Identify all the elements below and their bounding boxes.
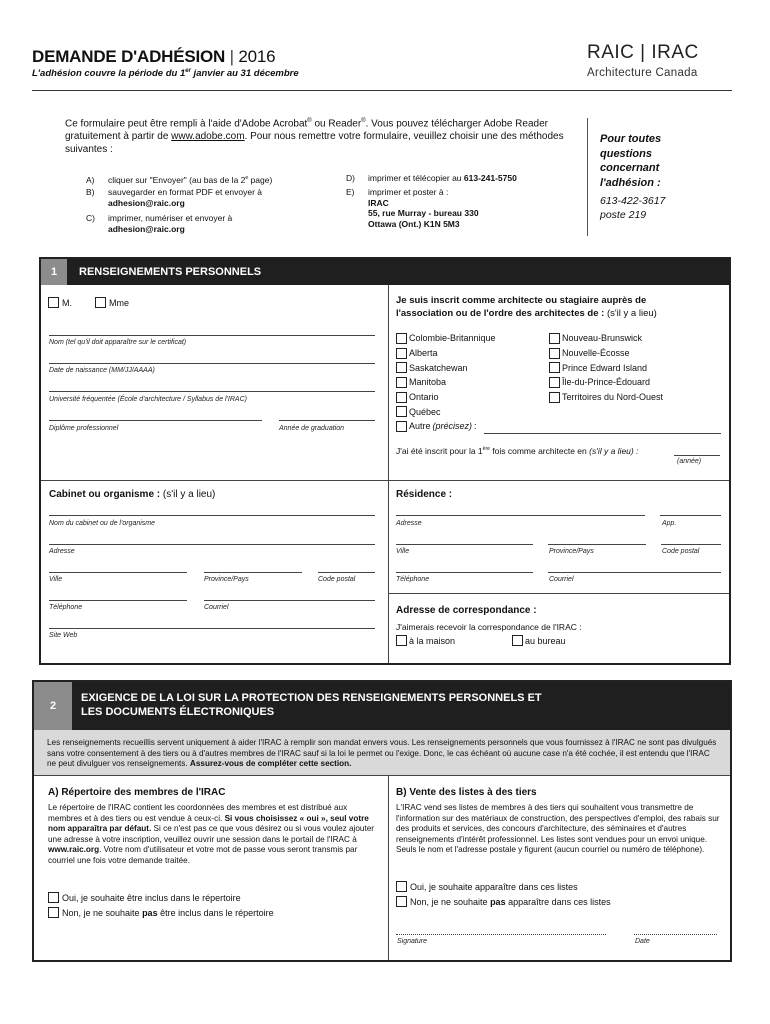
- year-label: (année): [677, 458, 702, 465]
- province-option[interactable]: Colombie-Britannique: [396, 331, 496, 346]
- corr-divider: [389, 593, 729, 594]
- directory-yes-checkbox[interactable]: [48, 892, 59, 903]
- section-1-divider: [388, 285, 389, 663]
- method-e: E) imprimer et poster à : IRAC 55, rue Murray - bureau 330 Ottawa (Ont.) K1N 5M3: [346, 187, 479, 229]
- section-2-hdivider: [34, 775, 730, 776]
- method-b: B) sauvegarder en format PDF et envoyer à adhesion@raic.org: [86, 187, 263, 208]
- residence-email-field[interactable]: [548, 572, 721, 573]
- firm-email-field[interactable]: [204, 600, 375, 601]
- lists-yes-option[interactable]: Oui, je souhaite apparaître dans ces listes: [396, 881, 578, 892]
- email-c: adhesion@raic.org: [108, 223, 185, 234]
- firm-email-label: Courriel: [204, 604, 229, 611]
- method-c: C) imprimer, numériser et envoyer à adhesion@raic.org: [86, 213, 233, 234]
- date-field[interactable]: [634, 934, 717, 935]
- provinces-right-list: [549, 331, 663, 404]
- province-checkbox[interactable]: [549, 362, 560, 373]
- adobe-link[interactable]: www.adobe.com: [171, 131, 245, 143]
- firm-city-label: Ville: [49, 576, 63, 583]
- other-province-field[interactable]: [484, 433, 721, 434]
- lists-yes-checkbox[interactable]: [396, 881, 407, 892]
- province-checkbox[interactable]: [396, 392, 407, 403]
- province-other-option[interactable]: Autre (précisez) :: [396, 419, 496, 434]
- province-option[interactable]: Saskatchewan: [396, 360, 496, 375]
- province-checkbox[interactable]: [396, 333, 407, 344]
- dob-field[interactable]: [49, 363, 375, 364]
- province-checkbox[interactable]: [396, 377, 407, 388]
- signature-label: Signature: [397, 938, 427, 945]
- lists-no-option[interactable]: Non, je ne souhaite pas apparaître dans ces listes: [396, 896, 611, 907]
- firm-website-label: Site Web: [49, 632, 78, 639]
- section-privacy: [32, 680, 732, 962]
- firm-address-field[interactable]: [49, 544, 375, 545]
- residence-province-label: Province/Pays: [549, 548, 594, 555]
- corr-home-option[interactable]: à la maison: [396, 635, 455, 646]
- mrs-checkbox[interactable]: [95, 297, 106, 308]
- mr-checkbox[interactable]: [48, 297, 59, 308]
- other-checkbox[interactable]: [396, 421, 407, 432]
- provinces-left-list: [396, 331, 496, 434]
- university-label: Université fréquentée (École d'architecture / Syllabus de l'IRAC): [49, 396, 247, 403]
- firm-phone-label: Téléphone: [49, 604, 83, 611]
- section-1-hdivider: [41, 480, 729, 481]
- firm-city-field[interactable]: [49, 572, 187, 573]
- residence-phone-field[interactable]: [396, 572, 533, 573]
- firm-phone-field[interactable]: [49, 600, 187, 601]
- province-option[interactable]: Ontario: [396, 390, 496, 405]
- corr-home-checkbox[interactable]: [396, 635, 407, 646]
- title-separator: |: [229, 47, 234, 66]
- firm-province-field[interactable]: [204, 572, 302, 573]
- signature-field[interactable]: [396, 934, 606, 935]
- correspondence-title: Adresse de correspondance :: [396, 605, 537, 616]
- diploma-field[interactable]: [49, 420, 262, 421]
- intro-divider: [587, 118, 588, 236]
- province-option[interactable]: Prince Edward Island: [549, 360, 663, 375]
- name-label: Nom (tel qu'il doit apparaître sur le certificat): [49, 339, 187, 346]
- registration-title: Je suis inscrit comme architecte ou stagiaire auprès de l'association ou de l'ordre des architectes de : (s'il y a lieu): [396, 295, 657, 319]
- first-registration-year-field[interactable]: [674, 455, 720, 456]
- section-2-title: EXIGENCE DE LA LOI SUR LA PROTECTION DES RENSEIGNEMENTS PERSONNELS ET LES DOCUMENTS ÉLECTRONIQUES: [81, 692, 542, 718]
- section-1-header: [41, 259, 729, 285]
- province-option[interactable]: Alberta: [396, 346, 496, 361]
- directory-title: A) Répertoire des membres de l'IRAC: [48, 787, 226, 798]
- lists-no-checkbox[interactable]: [396, 896, 407, 907]
- section-1-number: 1: [41, 259, 67, 285]
- province-checkbox[interactable]: [549, 348, 560, 359]
- section-1-title: RENSEIGNEMENTS PERSONNELS: [79, 266, 262, 278]
- residence-phone-label: Téléphone: [396, 576, 430, 583]
- firm-name-label: Nom du cabinet ou de l'organisme: [49, 520, 156, 527]
- intro-text: Ce formulaire peut être rempli à l'aide d'Adobe Acrobat® ou Reader®. Vous pouvez télécharger Adobe Reader gratuitement à partir de www.adobe.com. Pour nous remettre votre formulaire, veuillez choisir une des méthodes suivantes :: [65, 118, 564, 156]
- residence-address-field[interactable]: [396, 515, 645, 516]
- province-checkbox[interactable]: [396, 348, 407, 359]
- province-checkbox[interactable]: [396, 406, 407, 417]
- residence-city-field[interactable]: [396, 544, 533, 545]
- residence-apt-label: App.: [662, 520, 677, 527]
- raic-logo: RAIC | IRAC: [587, 42, 699, 63]
- directory-text: Le répertoire de l'IRAC contient les coordonnées des membres et est distribué aux membres et à des tiers ou est vendue à ceux-ci. Si vous choisissez « oui », seul votre nom apparaîtra par défaut. Si ce n'est pas ce que vous désirez ou si vous voulez ajouter une adresse à votre inscription, veuillez ouvrir une session dans le portail de l'IRAC à www.raic.org. Votre nom d'utilisateur et votre mot de passe vous seront transmis par courriel une fois votre demande traitée.: [48, 803, 375, 865]
- lists-text: L'IRAC vend ses listes de membres à des tiers qui souhaitent vous transmettre de l'information sur des matériaux de construction, des perspectives d'emploi, des rabais sur des produits et services, des concours d'architecture, des séminaires et d'autres renseignements d'intérêt professionnel. Les listes sont vendues pour un envoi unique. Seuls le nom et l'adresse postale y figurent (aucun courriel ou numéro de téléphone).: [396, 803, 720, 855]
- directory-yes-option[interactable]: Oui, je souhaite être inclus dans le répertoire: [48, 892, 241, 903]
- header-divider: [32, 90, 732, 91]
- directory-no-option[interactable]: Non, je ne souhaite pas être inclus dans le répertoire: [48, 907, 274, 918]
- dob-label: Date de naissance (MM/JJ/AAAA): [49, 367, 155, 374]
- firm-postal-field[interactable]: [318, 572, 375, 573]
- section-2-divider: [388, 776, 389, 960]
- province-option[interactable]: Île-du-Prince-Édouard: [549, 375, 663, 390]
- raic-logo-subtitle: Architecture Canada: [587, 67, 698, 79]
- contact-title: Pour toutes questions concernant l'adhésion :: [600, 133, 662, 189]
- residence-email-label: Courriel: [549, 576, 574, 583]
- province-option[interactable]: Manitoba: [396, 375, 496, 390]
- corr-office-checkbox[interactable]: [512, 635, 523, 646]
- privacy-notice: Les renseignements recueillis servent uniquement à aider l'IRAC à remplir son mandat envers vous. Les renseignements personnels que vous fournissez à l'IRAC ne sont pas divulgués sans votre consentement à des tiers ou à d'autres membres de l'IRAC sauf si la loi le permet ou l'exige. Donc, le cas échéant où aucune case n'a été cochée, il est entendu que l'IRAC ne peut divulguer vos renseignements. Assurez-vous de compléter cette section.: [34, 730, 730, 775]
- province-option[interactable]: Nouvelle-Écosse: [549, 346, 663, 361]
- directory-no-checkbox[interactable]: [48, 907, 59, 918]
- firm-address-label: Adresse: [49, 548, 75, 555]
- residence-postal-label: Code postal: [662, 548, 700, 555]
- residence-postal-field[interactable]: [661, 544, 721, 545]
- residence-apt-field[interactable]: [660, 515, 721, 516]
- grad-year-field[interactable]: [279, 420, 375, 421]
- method-d: D) imprimer et télécopier au 613-241-5750: [346, 173, 517, 183]
- province-option[interactable]: Québec: [396, 404, 496, 419]
- diploma-label: Diplôme professionnel: [49, 425, 119, 432]
- province-checkbox[interactable]: [549, 333, 560, 344]
- name-field[interactable]: [49, 335, 375, 336]
- university-field[interactable]: [49, 391, 375, 392]
- title-mrs-option[interactable]: Mme: [95, 297, 129, 308]
- lists-title: B) Vente des listes à des tiers: [396, 787, 537, 798]
- firm-postal-label: Code postal: [318, 576, 356, 583]
- residence-city-label: Ville: [396, 548, 410, 555]
- page-subtitle: L'adhésion couvre la période du 1er janvier au 31 décembre: [32, 68, 299, 80]
- section-personal-info: [39, 257, 731, 665]
- province-checkbox[interactable]: [549, 392, 560, 403]
- firm-website-field[interactable]: [49, 628, 375, 629]
- section-2-header: [34, 682, 730, 730]
- title-mr-option[interactable]: M.: [48, 297, 72, 308]
- first-registration-text: J'ai été inscrit pour la 1ère fois comme architecte en (s'il y a lieu) :: [396, 446, 639, 456]
- firm-name-field[interactable]: [49, 515, 375, 516]
- firm-title: Cabinet ou organisme : (s'il y a lieu): [49, 489, 216, 500]
- residence-province-field[interactable]: [548, 544, 646, 545]
- title-year: 2016: [238, 47, 276, 66]
- date-label: Date: [635, 938, 650, 945]
- grad-year-label: Année de graduation: [279, 425, 344, 432]
- province-checkbox[interactable]: [549, 377, 560, 388]
- province-checkbox[interactable]: [396, 362, 407, 373]
- province-option[interactable]: Territoires du Nord-Ouest: [549, 390, 663, 405]
- residence-title: Résidence :: [396, 489, 453, 500]
- email-b: adhesion@raic.org: [108, 197, 185, 208]
- province-option[interactable]: Nouveau-Brunswick: [549, 331, 663, 346]
- contact-phone: 613-422-3617 poste 219: [600, 195, 666, 221]
- method-a: A) cliquer sur "Envoyer" (au bas de la 2e page): [86, 174, 273, 185]
- firm-province-label: Province/Pays: [204, 576, 249, 583]
- section-2-number: 2: [34, 682, 72, 730]
- corr-office-option[interactable]: au bureau: [512, 635, 566, 646]
- correspondence-text: J'aimerais recevoir la correspondance de l'IRAC :: [396, 622, 582, 632]
- residence-address-label: Adresse: [396, 520, 422, 527]
- page-title: DEMANDE D'ADHÉSION | 2016: [32, 47, 276, 66]
